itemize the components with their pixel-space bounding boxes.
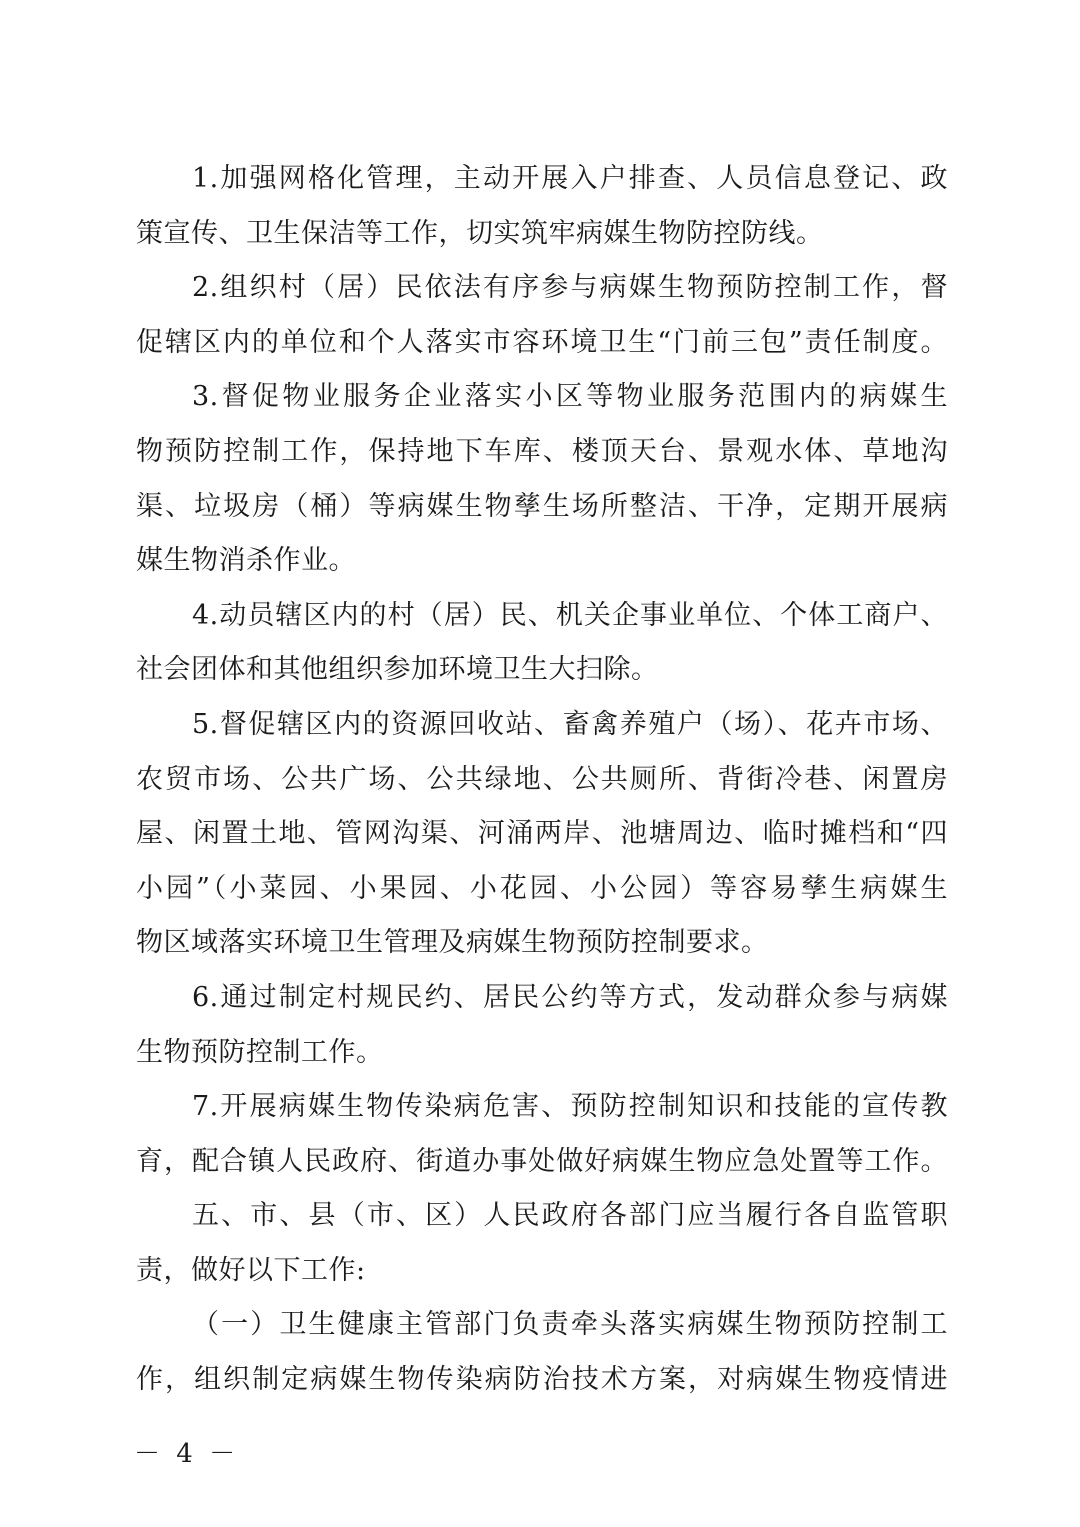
paragraph-line: 小园”（小菜园、小果园、小花园、小公园）等容易孳生病媒生: [136, 872, 948, 904]
page-number: － 4 －: [134, 1439, 240, 1469]
paragraph-line: 物预防控制工作，保持地下车库、楼顶天台、景观水体、草地沟: [136, 435, 948, 467]
paragraph-4: [136, 589, 948, 698]
paragraph-line: 6.通过制定村规民约、居民公约等方式，发动群众参与病媒: [192, 981, 948, 1013]
paragraph-line: 7.开展病媒生物传染病危害、预防控制知识和技能的宣传教: [192, 1091, 948, 1123]
paragraph-line: 屋、闲置土地、管网沟渠、河涌两岸、池塘周边、临时摊档和“四: [136, 818, 948, 850]
paragraph-8: [136, 1189, 948, 1298]
paragraph-line: （一）卫生健康主管部门负责牵头落实病媒生物预防控制工: [192, 1309, 948, 1341]
paragraph-2: [136, 261, 948, 370]
paragraph-line: 4.动员辖区内的村（居）民、机关企事业单位、个体工商户、: [192, 599, 948, 631]
paragraph-line: 1.加强网格化管理，主动开展入户排查、人员信息登记、政: [192, 163, 948, 194]
paragraph-line: 责，做好以下工作:: [136, 1254, 366, 1286]
paragraph-line: 社会团体和其他组织参加环境卫生大扫除。: [136, 654, 659, 686]
paragraph-line: 5.督促辖区内的资源回收站、畜禽养殖户（场）、花卉市场、: [192, 708, 948, 740]
paragraph-line: 五、市、县（市、区）人民政府各部门应当履行各自监管职: [192, 1200, 948, 1232]
paragraph-1: [136, 152, 948, 261]
paragraph-line: 渠、垃圾房（桶）等病媒生物孳生场所整洁、干净，定期开展病: [136, 490, 948, 522]
paragraph-line: 策宣传、卫生保洁等工作，切实筑牢病媒生物防控防线。: [136, 217, 824, 249]
paragraph-line: 作，组织制定病媒生物传染病防治技术方案，对病媒生物疫情进: [136, 1364, 948, 1396]
paragraph-line: 2.组织村（居）民依法有序参与病媒生物预防控制工作，督: [192, 272, 948, 304]
paragraph-5: [136, 698, 948, 971]
paragraph-line: 物区域落实环境卫生管理及病媒生物预防控制要求。: [136, 927, 769, 959]
paragraph-line: 育，配合镇人民政府、街道办事处做好病媒生物应急处置等工作。: [136, 1145, 948, 1177]
paragraph-line: 媒生物消杀作业。: [136, 545, 356, 577]
paragraph-line: 3.督促物业服务企业落实小区等物业服务范围内的病媒生: [192, 381, 948, 413]
document-body: [136, 152, 948, 1408]
paragraph-line: 农贸市场、公共广场、公共绿地、公共厕所、背街冷巷、闲置房: [136, 763, 948, 795]
paragraph-6: [136, 971, 948, 1080]
paragraph-3: [136, 370, 948, 588]
paragraph-line: 促辖区内的单位和个人落实市容环境卫生“门前三包”责任制度。: [136, 326, 948, 358]
paragraph-line: 生物预防控制工作。: [136, 1036, 384, 1068]
paragraph-9: [136, 1298, 948, 1407]
paragraph-7: [136, 1080, 948, 1189]
